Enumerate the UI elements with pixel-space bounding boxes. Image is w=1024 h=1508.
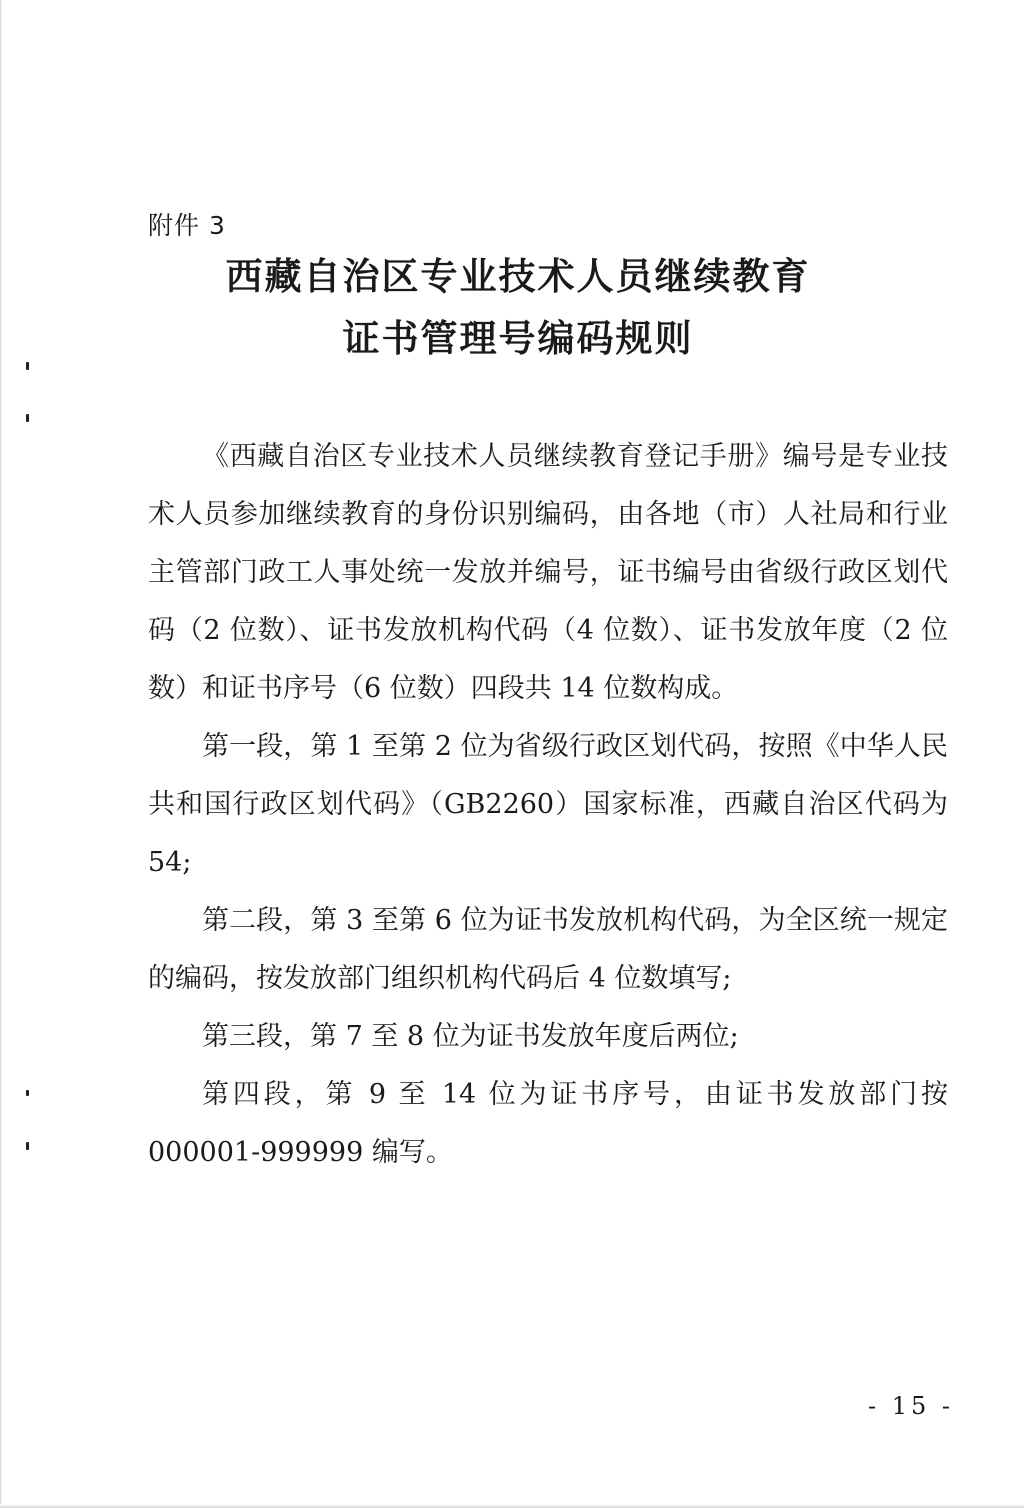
document-body [148, 428, 948, 1182]
body-paragraph: 第二段，第 3 至第 6 位为证书发放机构代码，为全区统一规定的编码，按发放部门组织机构代码后 4 位数填写; [148, 905, 948, 994]
body-paragraph: 《西藏自治区专业技术人员继续教育登记手册》编号是专业技术人员参加继续教育的身份识别编码，由各地（市）人社局和行业主管部门政工人事处统一发放并编号，证书编号由省级行政区划代码（2 位数）、证书发放机构代码（4 位数）、证书发放年度（2 位数）和证书序号（6 位数）四段共 14 位数构成。 [148, 441, 948, 704]
attachment-label: 附件 3 [148, 211, 226, 240]
body-paragraph: 第三段，第 7 至 8 位为证书发放年度后两位; [202, 1021, 739, 1052]
document-title-line-2: 证书管理号编码规则 [342, 316, 694, 360]
document-title-line-1: 西藏自治区专业技术人员继续教育 [225, 254, 811, 298]
binding-mark [26, 414, 29, 422]
binding-mark [26, 1142, 29, 1150]
binding-mark [26, 362, 29, 370]
binding-mark [26, 1090, 29, 1096]
page-bottom-edge [0, 1504, 1024, 1508]
page-left-edge [0, 0, 2, 1508]
body-paragraph: 第一段，第 1 至第 2 位为省级行政区划代码，按照《中华人民共和国行政区划代码》（GB2260）国家标准，西藏自治区代码为 54; [148, 731, 948, 878]
body-paragraph: 第四段，第 9 至 14 位为证书序号，由证书发放部门按 000001-999999 编写。 [148, 1079, 948, 1168]
page-number: - 15 - [868, 1392, 955, 1420]
